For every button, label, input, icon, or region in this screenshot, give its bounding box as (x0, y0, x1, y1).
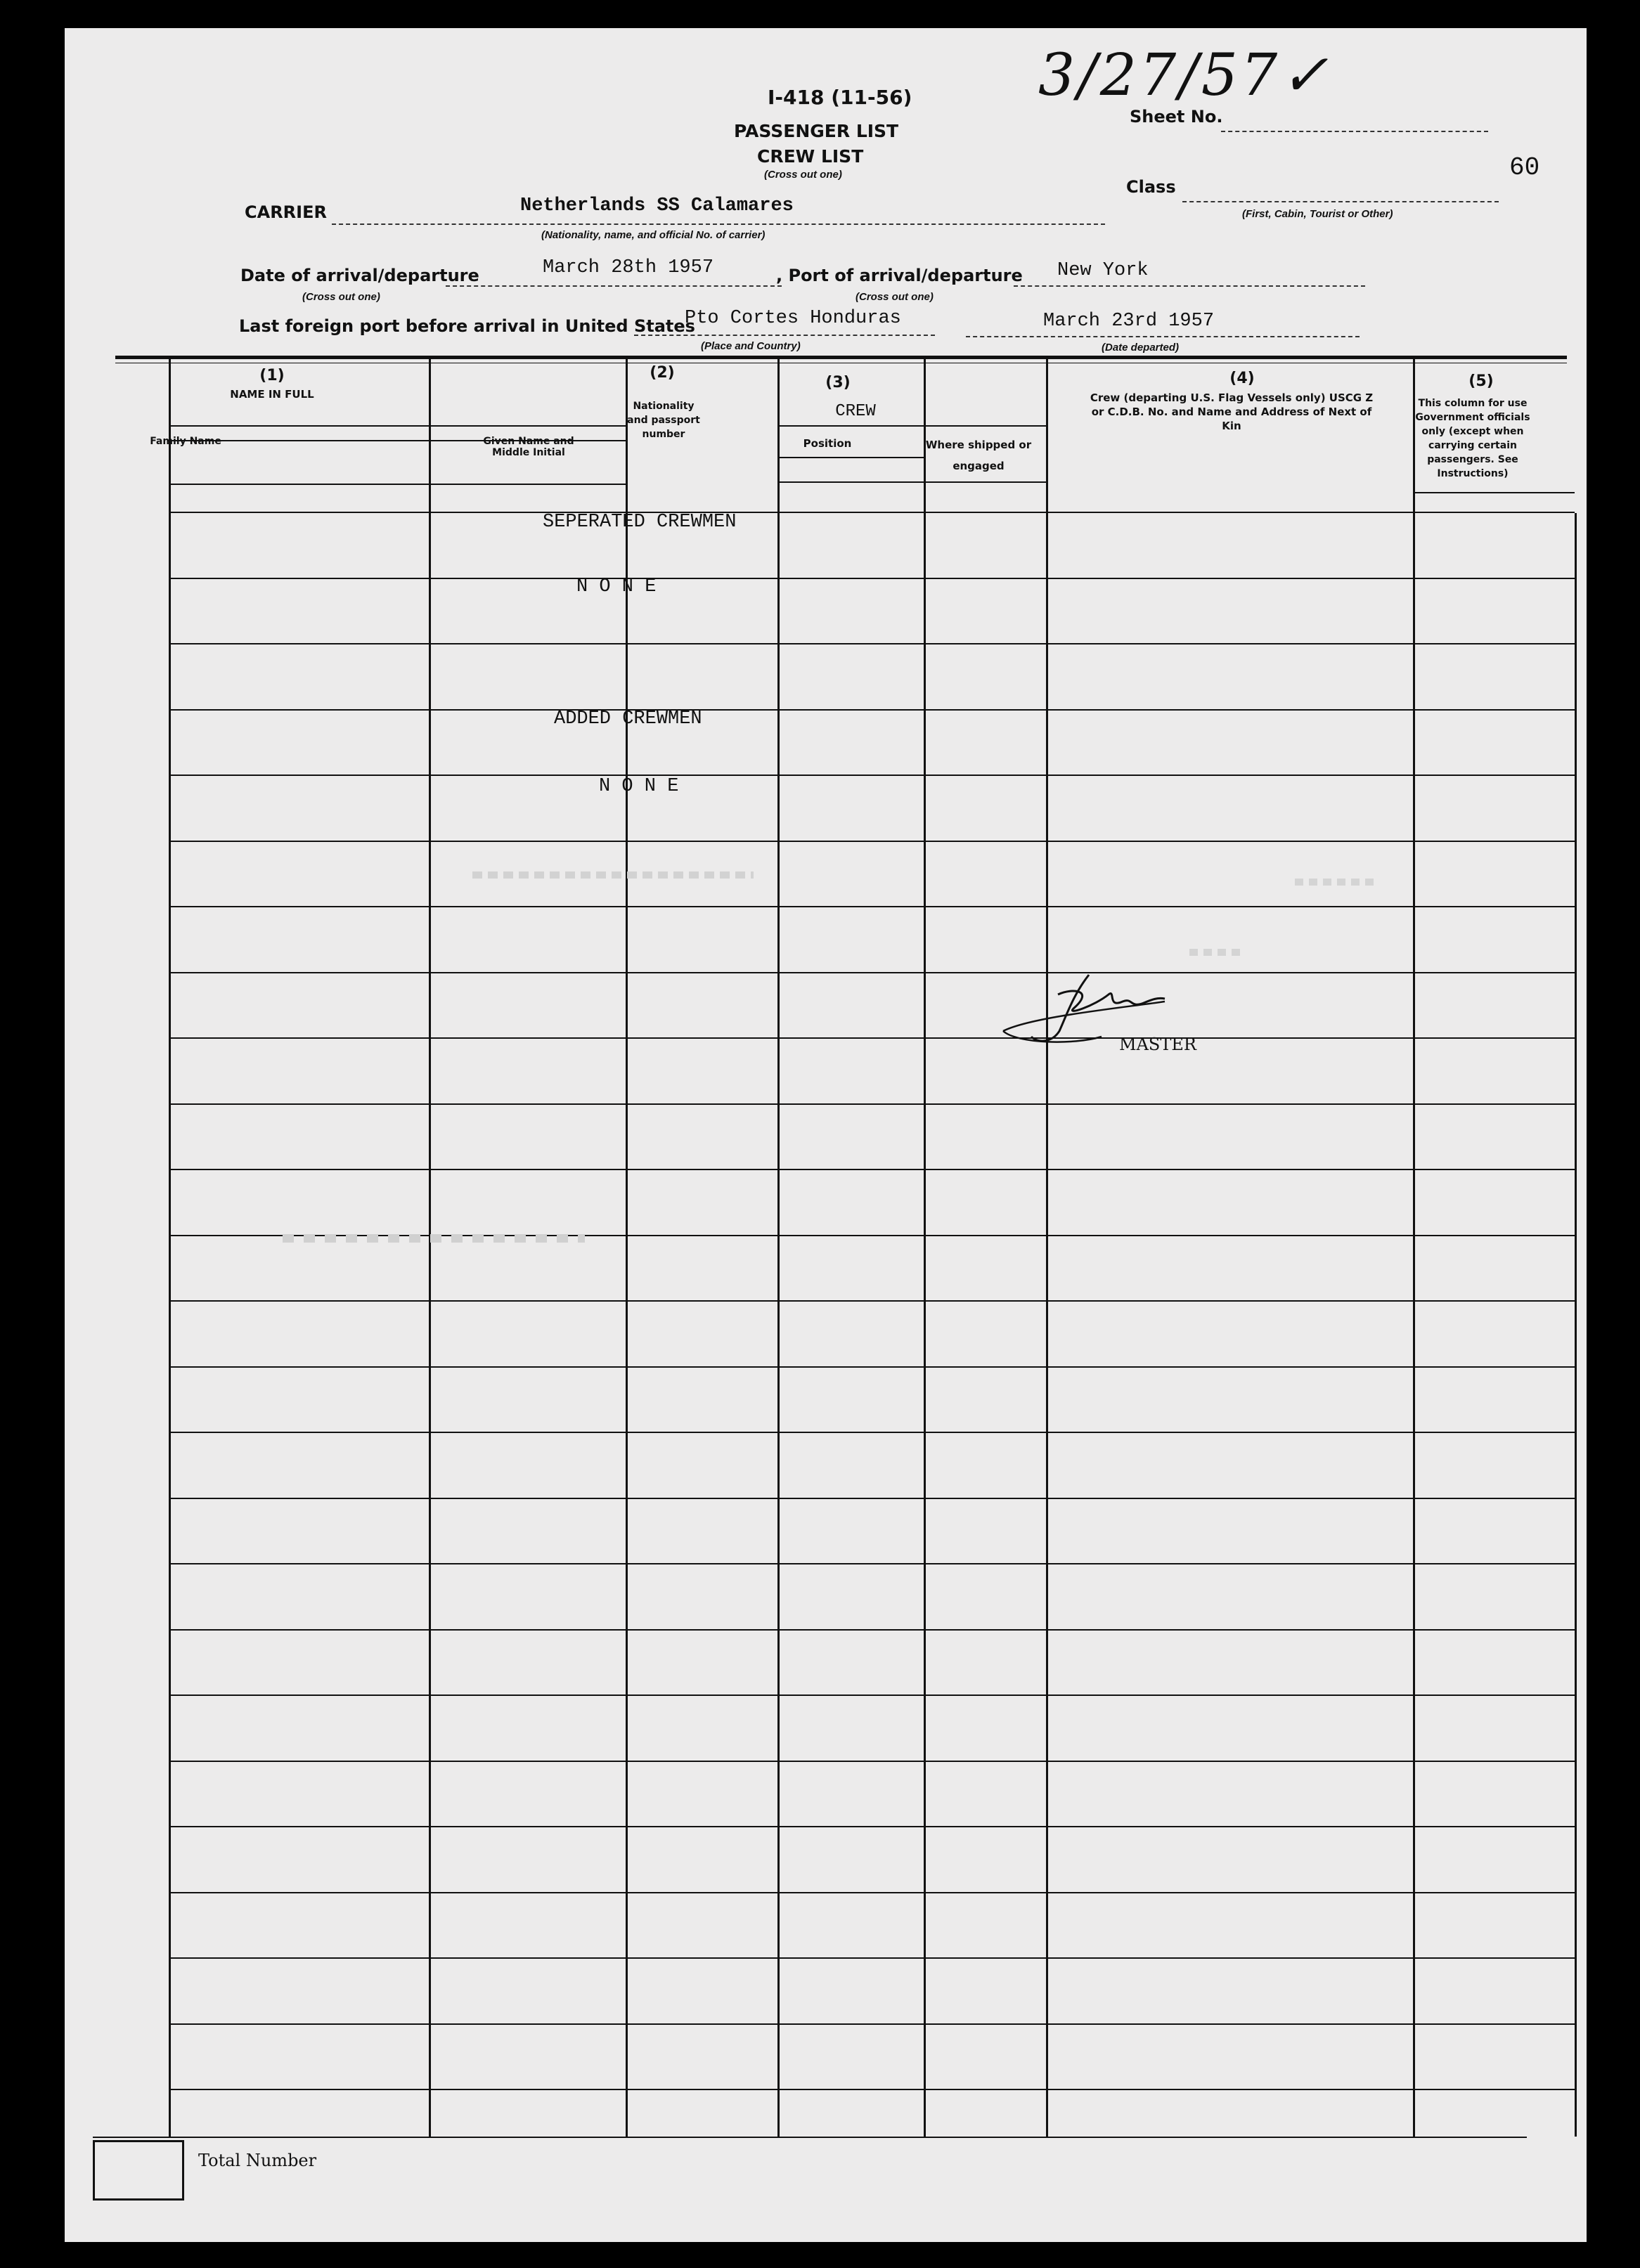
header-rule (115, 356, 1567, 359)
col1-number: (1) (259, 367, 285, 384)
date-label: Date of arrival/departure (240, 266, 479, 285)
table-row-line (169, 906, 1575, 907)
bleed-through-mark (472, 871, 754, 879)
bleed-through-mark (1189, 949, 1246, 956)
table-row-line (169, 1957, 1575, 1959)
table-row-line (169, 841, 1575, 842)
class-line (1182, 201, 1499, 202)
carrier-note: (Nationality, name, and official No. of carrier) (541, 229, 766, 241)
table-row-line (169, 1761, 1575, 1762)
col1-given: Given Name and Middle Initial (483, 436, 574, 458)
footer-rule (93, 2137, 1527, 2138)
sheet-label: Sheet No. (1130, 107, 1223, 127)
handwritten-date: 3/27/57✓ (1038, 42, 1331, 109)
table-row-line (169, 1629, 1575, 1631)
last-port-value: Pto Cortes Honduras (685, 308, 901, 329)
table-row-line (169, 972, 1575, 973)
port-line (1014, 285, 1365, 287)
col2-title: Nationality and passport number (627, 401, 700, 440)
date-note: (Cross out one) (302, 291, 380, 303)
table-row-line (169, 2089, 1575, 2090)
table-row-line (169, 1892, 1575, 1893)
class-label: Class (1126, 177, 1176, 197)
table-row-line (169, 578, 1575, 579)
departed-value: March 23rd 1957 (1043, 311, 1215, 332)
col3-number: (3) (825, 374, 851, 391)
last-port-label: Last foreign port before arrival in United States (239, 316, 695, 336)
added-crewmen: ADDED CREWMEN (554, 708, 702, 730)
port-label: , Port of arrival/departure (776, 266, 1023, 285)
table-row-line (169, 1103, 1575, 1105)
document-page (65, 28, 1587, 2242)
column-divider (169, 358, 171, 2137)
cross-out-note: (Cross out one) (764, 169, 842, 181)
class-note: (First, Cabin, Tourist or Other) (1242, 208, 1393, 220)
column-divider (1046, 358, 1048, 2137)
separated-crewmen: SEPERATED CREWMEN (543, 512, 737, 533)
master-label: MASTER (1119, 1035, 1196, 1054)
table-row-line (169, 1432, 1575, 1433)
carrier-line (332, 223, 1105, 225)
separated-none: N O N E (576, 576, 657, 597)
col3-title: CREW (835, 402, 876, 421)
table-row-line (169, 1366, 1575, 1368)
last-port-line (634, 335, 935, 336)
title-passenger-list: PASSENGER LIST (734, 121, 899, 141)
header-divider (777, 481, 1046, 483)
header-divider (169, 484, 626, 485)
port-note: (Cross out one) (855, 291, 934, 303)
table-row-line (169, 1037, 1575, 1039)
sheet-line (1221, 131, 1488, 132)
table-row-line (169, 1169, 1575, 1170)
port-value: New York (1057, 260, 1149, 281)
table-row-line (169, 1826, 1575, 1827)
col5-title: This column for use Government officials only (except when carrying certain passengers. See Instructions) (1415, 398, 1530, 479)
col3-position: Position (803, 437, 852, 450)
column-divider (777, 358, 780, 2137)
date-value: March 28th 1957 (543, 257, 714, 278)
bleed-through-mark (1295, 879, 1379, 886)
table-row-line (169, 2023, 1575, 2025)
table-row-line (169, 775, 1575, 776)
col5-number: (5) (1468, 372, 1494, 390)
header-divider (169, 425, 626, 427)
column-divider (429, 358, 431, 2137)
sheet-number: 60 (1509, 153, 1540, 182)
departed-line (966, 336, 1360, 337)
departed-note: (Date departed) (1102, 342, 1180, 354)
table-row-line (169, 709, 1575, 711)
col2-number: (2) (650, 364, 675, 382)
last-port-note: (Place and Country) (701, 340, 801, 352)
title-crew-list: CREW LIST (757, 146, 864, 167)
date-line (446, 285, 782, 287)
form-number: I-418 (11-56) (768, 86, 912, 109)
column-divider (626, 358, 628, 2137)
col4-number: (4) (1229, 370, 1255, 387)
total-number-label: Total Number (198, 2151, 317, 2170)
total-number-box (93, 2140, 184, 2201)
carrier-label: CARRIER (245, 202, 327, 222)
table-row-line (169, 1300, 1575, 1302)
table-row-line (169, 1694, 1575, 1696)
col1-family: Family Name (150, 436, 221, 447)
col4-title: Crew (departing U.S. Flag Vessels only) USCG Z or C.D.B. No. and Name and Address of Next of Kin (1090, 391, 1374, 432)
table-row-line (169, 1563, 1575, 1564)
col1-title: NAME IN FULL (230, 388, 314, 401)
table-row-line (169, 512, 1575, 513)
header-divider (1413, 492, 1575, 493)
bleed-through-mark (283, 1234, 585, 1243)
header-divider (777, 425, 1046, 427)
added-none: N O N E (599, 776, 679, 797)
col3-where: Where shipped or engaged (925, 439, 1032, 472)
header-divider (777, 457, 924, 458)
column-divider (924, 358, 926, 2137)
carrier-value: Netherlands SS Calamares (520, 195, 794, 216)
table-row-line (169, 643, 1575, 644)
column-divider (1413, 358, 1415, 2137)
table-row-line (169, 1498, 1575, 1499)
column-divider (1575, 513, 1577, 2137)
